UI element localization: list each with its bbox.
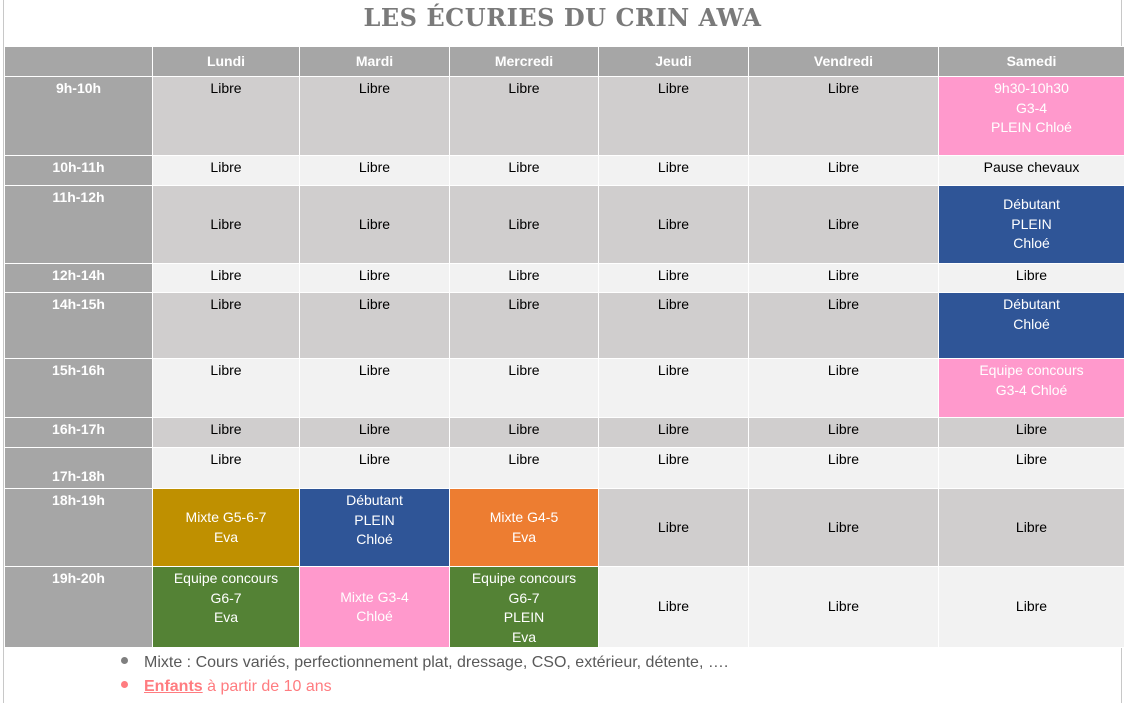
- cell-text: PLEIN Chloé: [991, 119, 1072, 135]
- cell-text: Libre: [210, 267, 242, 283]
- time-slot-label: 16h-17h: [5, 418, 153, 448]
- schedule-cell: [153, 77, 300, 156]
- schedule-cell: [599, 293, 749, 359]
- schedule-cell: [300, 567, 450, 648]
- time-slot-label: 15h-16h: [5, 359, 153, 418]
- schedule-cell: [153, 293, 300, 359]
- cell-text: Libre: [827, 362, 860, 378]
- bullet-icon: [121, 681, 128, 688]
- schedule-cell: [749, 156, 939, 186]
- schedule-row: [5, 293, 1125, 359]
- cell-text: Libre: [358, 267, 391, 283]
- schedule-cell: [153, 448, 300, 489]
- schedule-cell: [153, 489, 300, 567]
- schedule-cell: [749, 489, 939, 567]
- schedule-cell: [450, 264, 599, 293]
- cell-text: Libre: [657, 421, 690, 437]
- cell-text: Libre: [1015, 267, 1048, 283]
- note-enfants-text: à partir de 10 ans: [202, 678, 332, 695]
- schedule-cell: [749, 418, 939, 448]
- cell-text: Chloé: [1013, 235, 1050, 252]
- schedule-cell: [153, 156, 300, 186]
- day-header: Mardi: [300, 47, 450, 77]
- schedule-cell: [153, 567, 300, 648]
- cell-text: Libre: [210, 362, 242, 378]
- cell-text: Libre: [508, 451, 540, 467]
- cell-text: 9h30-10h30: [994, 80, 1069, 96]
- schedule-row: [5, 156, 1125, 186]
- cell-text: PLEIN: [1011, 215, 1052, 232]
- day-header: Vendredi: [749, 47, 939, 77]
- time-slot-label: 10h-11h: [5, 156, 153, 186]
- schedule-cell: [450, 156, 599, 186]
- cell-text: Libre: [1015, 518, 1048, 535]
- cell-text: Eva: [213, 528, 239, 545]
- time-slot-label: 19h-20h: [5, 567, 153, 648]
- cell-text: Libre: [827, 598, 860, 615]
- schedule-cell: [153, 359, 300, 418]
- schedule-cell: [939, 567, 1125, 648]
- schedule-cell: [939, 186, 1125, 264]
- cell-text: G3-4: [1015, 99, 1048, 116]
- cell-text: Libre: [508, 421, 540, 437]
- cell-text: Libre: [657, 159, 690, 175]
- cell-text: Equipe concours: [173, 570, 279, 586]
- cell-text: Libre: [657, 267, 690, 283]
- schedule-cell: [153, 264, 300, 293]
- schedule-cell: [450, 448, 599, 489]
- schedule-cell: [450, 186, 599, 264]
- cell-text: Eva: [213, 609, 239, 625]
- schedule-cell: [749, 448, 939, 489]
- cell-text: Libre: [827, 267, 860, 283]
- cell-text: Libre: [508, 80, 540, 96]
- schedule-body: [5, 77, 1125, 648]
- schedule-row: [5, 186, 1125, 264]
- schedule-cell: [599, 567, 749, 648]
- schedule-cell: [300, 489, 450, 567]
- cell-text: Eva: [511, 528, 537, 545]
- cell-text: Libre: [358, 362, 391, 378]
- cell-text: Mixte G3-4: [340, 588, 409, 605]
- schedule-cell: [599, 264, 749, 293]
- schedule-cell: [450, 293, 599, 359]
- cell-text: Libre: [358, 80, 391, 96]
- schedule-table: [4, 46, 1125, 648]
- schedule-cell: [300, 264, 450, 293]
- note-mixte: [121, 653, 728, 673]
- schedule-cell: [599, 359, 749, 418]
- cell-text: Libre: [508, 267, 540, 283]
- cell-text: Libre: [358, 451, 391, 467]
- schedule-cell: [153, 186, 300, 264]
- cell-text: G6-7: [210, 589, 242, 606]
- cell-text: Libre: [210, 296, 242, 312]
- bullet-icon: [121, 657, 128, 664]
- schedule-row: [5, 448, 1125, 489]
- day-header-row: [5, 47, 1125, 77]
- schedule-cell: [749, 77, 939, 156]
- time-slot-label: 9h-10h: [5, 77, 153, 156]
- day-header: Jeudi: [599, 47, 749, 77]
- note-mixte-text: Mixte : Cours variés, perfectionnement plat, dressage, CSO, extérieur, détente, ….: [144, 654, 729, 671]
- schedule-cell: [939, 489, 1125, 567]
- schedule-cell: [599, 489, 749, 567]
- note-enfants: [121, 677, 332, 697]
- note-enfants-bold: Enfants: [144, 678, 203, 695]
- schedule-cell: [939, 418, 1125, 448]
- cell-text: Débutant: [1003, 196, 1060, 213]
- cell-text: Libre: [508, 159, 540, 175]
- cell-text: Libre: [657, 80, 690, 96]
- schedule-cell: [749, 264, 939, 293]
- cell-text: Libre: [358, 421, 391, 437]
- cell-text: Libre: [210, 421, 242, 437]
- cell-text: Libre: [657, 296, 690, 312]
- schedule-row: [5, 489, 1125, 567]
- cell-text: Equipe concours: [979, 362, 1084, 378]
- schedule-cell: [599, 77, 749, 156]
- schedule-row: [5, 567, 1125, 648]
- cell-text: Libre: [657, 518, 690, 535]
- schedule-cell: [599, 448, 749, 489]
- schedule-cell: [450, 77, 599, 156]
- time-slot-label: 17h-18h: [5, 448, 153, 489]
- schedule-cell: [450, 359, 599, 418]
- cell-text: Libre: [657, 215, 690, 232]
- cell-text: Libre: [358, 296, 391, 312]
- schedule-cell: [450, 567, 599, 648]
- schedule-cell: [300, 77, 450, 156]
- schedule-cell: [939, 293, 1125, 359]
- schedule-cell: [939, 77, 1125, 156]
- cell-text: Débutant: [346, 492, 403, 508]
- cell-text: Libre: [358, 215, 391, 232]
- day-header: Mercredi: [450, 47, 599, 77]
- cell-text: Chloé: [356, 608, 393, 624]
- time-slot-label: 12h-14h: [5, 264, 153, 293]
- cell-text: Libre: [1015, 421, 1048, 437]
- cell-text: PLEIN: [354, 511, 395, 528]
- schedule-cell: [939, 448, 1125, 489]
- cell-text: Libre: [508, 215, 540, 232]
- cell-text: Libre: [210, 159, 242, 175]
- cell-text: Eva: [511, 628, 537, 645]
- day-header: Samedi: [939, 47, 1125, 77]
- time-slot-label: 14h-15h: [5, 293, 153, 359]
- schedule-cell: [749, 567, 939, 648]
- day-header: Lundi: [153, 47, 300, 77]
- cell-text: Libre: [827, 518, 860, 535]
- cell-text: Libre: [657, 598, 690, 615]
- cell-text: Mixte G5-6-7: [185, 509, 267, 525]
- cell-text: Libre: [508, 296, 540, 312]
- cell-text: Libre: [827, 421, 860, 437]
- cell-text: Libre: [210, 80, 242, 96]
- schedule-cell: [599, 156, 749, 186]
- cell-text: Mixte G4-5: [489, 509, 559, 525]
- time-slot-label: 11h-12h: [5, 186, 153, 264]
- schedule-cell: [939, 264, 1125, 293]
- schedule-row: [5, 418, 1125, 448]
- cell-text: Libre: [210, 215, 242, 232]
- schedule-cell: [599, 186, 749, 264]
- cell-text: Libre: [827, 215, 860, 232]
- schedule-cell: [599, 418, 749, 448]
- schedule-cell: [939, 156, 1125, 186]
- schedule-cell: [300, 293, 450, 359]
- schedule-cell: [450, 418, 599, 448]
- schedule-cell: [153, 418, 300, 448]
- schedule-cell: [749, 293, 939, 359]
- cell-text: Libre: [827, 80, 860, 96]
- cell-text: Pause chevaux: [983, 159, 1080, 175]
- cell-text: G3-4 Chloé: [995, 381, 1068, 398]
- cell-text: Libre: [508, 362, 540, 378]
- corner-header: [5, 47, 153, 77]
- cell-text: Libre: [1015, 598, 1048, 615]
- schedule-cell: [939, 359, 1125, 418]
- cell-text: Libre: [210, 451, 242, 467]
- cell-text: Libre: [827, 296, 860, 312]
- cell-text: PLEIN: [503, 609, 545, 625]
- cell-text: Libre: [657, 362, 690, 378]
- page-title: LES ÉCURIES DU CRIN AWA: [363, 3, 762, 32]
- schedule-cell: [749, 186, 939, 264]
- schedule-cell: [300, 418, 450, 448]
- cell-text: Libre: [827, 159, 860, 175]
- schedule-row: [5, 77, 1125, 156]
- schedule-cell: [300, 359, 450, 418]
- cell-text: Equipe concours: [471, 570, 577, 586]
- schedule-row: [5, 264, 1125, 293]
- schedule-cell: [300, 186, 450, 264]
- cell-text: Chloé: [1013, 315, 1050, 332]
- schedule-cell: [300, 448, 450, 489]
- cell-text: Libre: [358, 159, 391, 175]
- cell-text: Libre: [657, 451, 690, 467]
- cell-text: Libre: [827, 451, 860, 467]
- cell-text: G6-7: [508, 589, 540, 606]
- schedule-row: [5, 359, 1125, 418]
- time-slot-label: 18h-19h: [5, 489, 153, 567]
- cell-text: Débutant: [1003, 296, 1060, 312]
- schedule-cell: [300, 156, 450, 186]
- schedule-cell: [450, 489, 599, 567]
- cell-text: Libre: [1015, 451, 1048, 467]
- cell-text: Chloé: [356, 531, 393, 547]
- schedule-cell: [749, 359, 939, 418]
